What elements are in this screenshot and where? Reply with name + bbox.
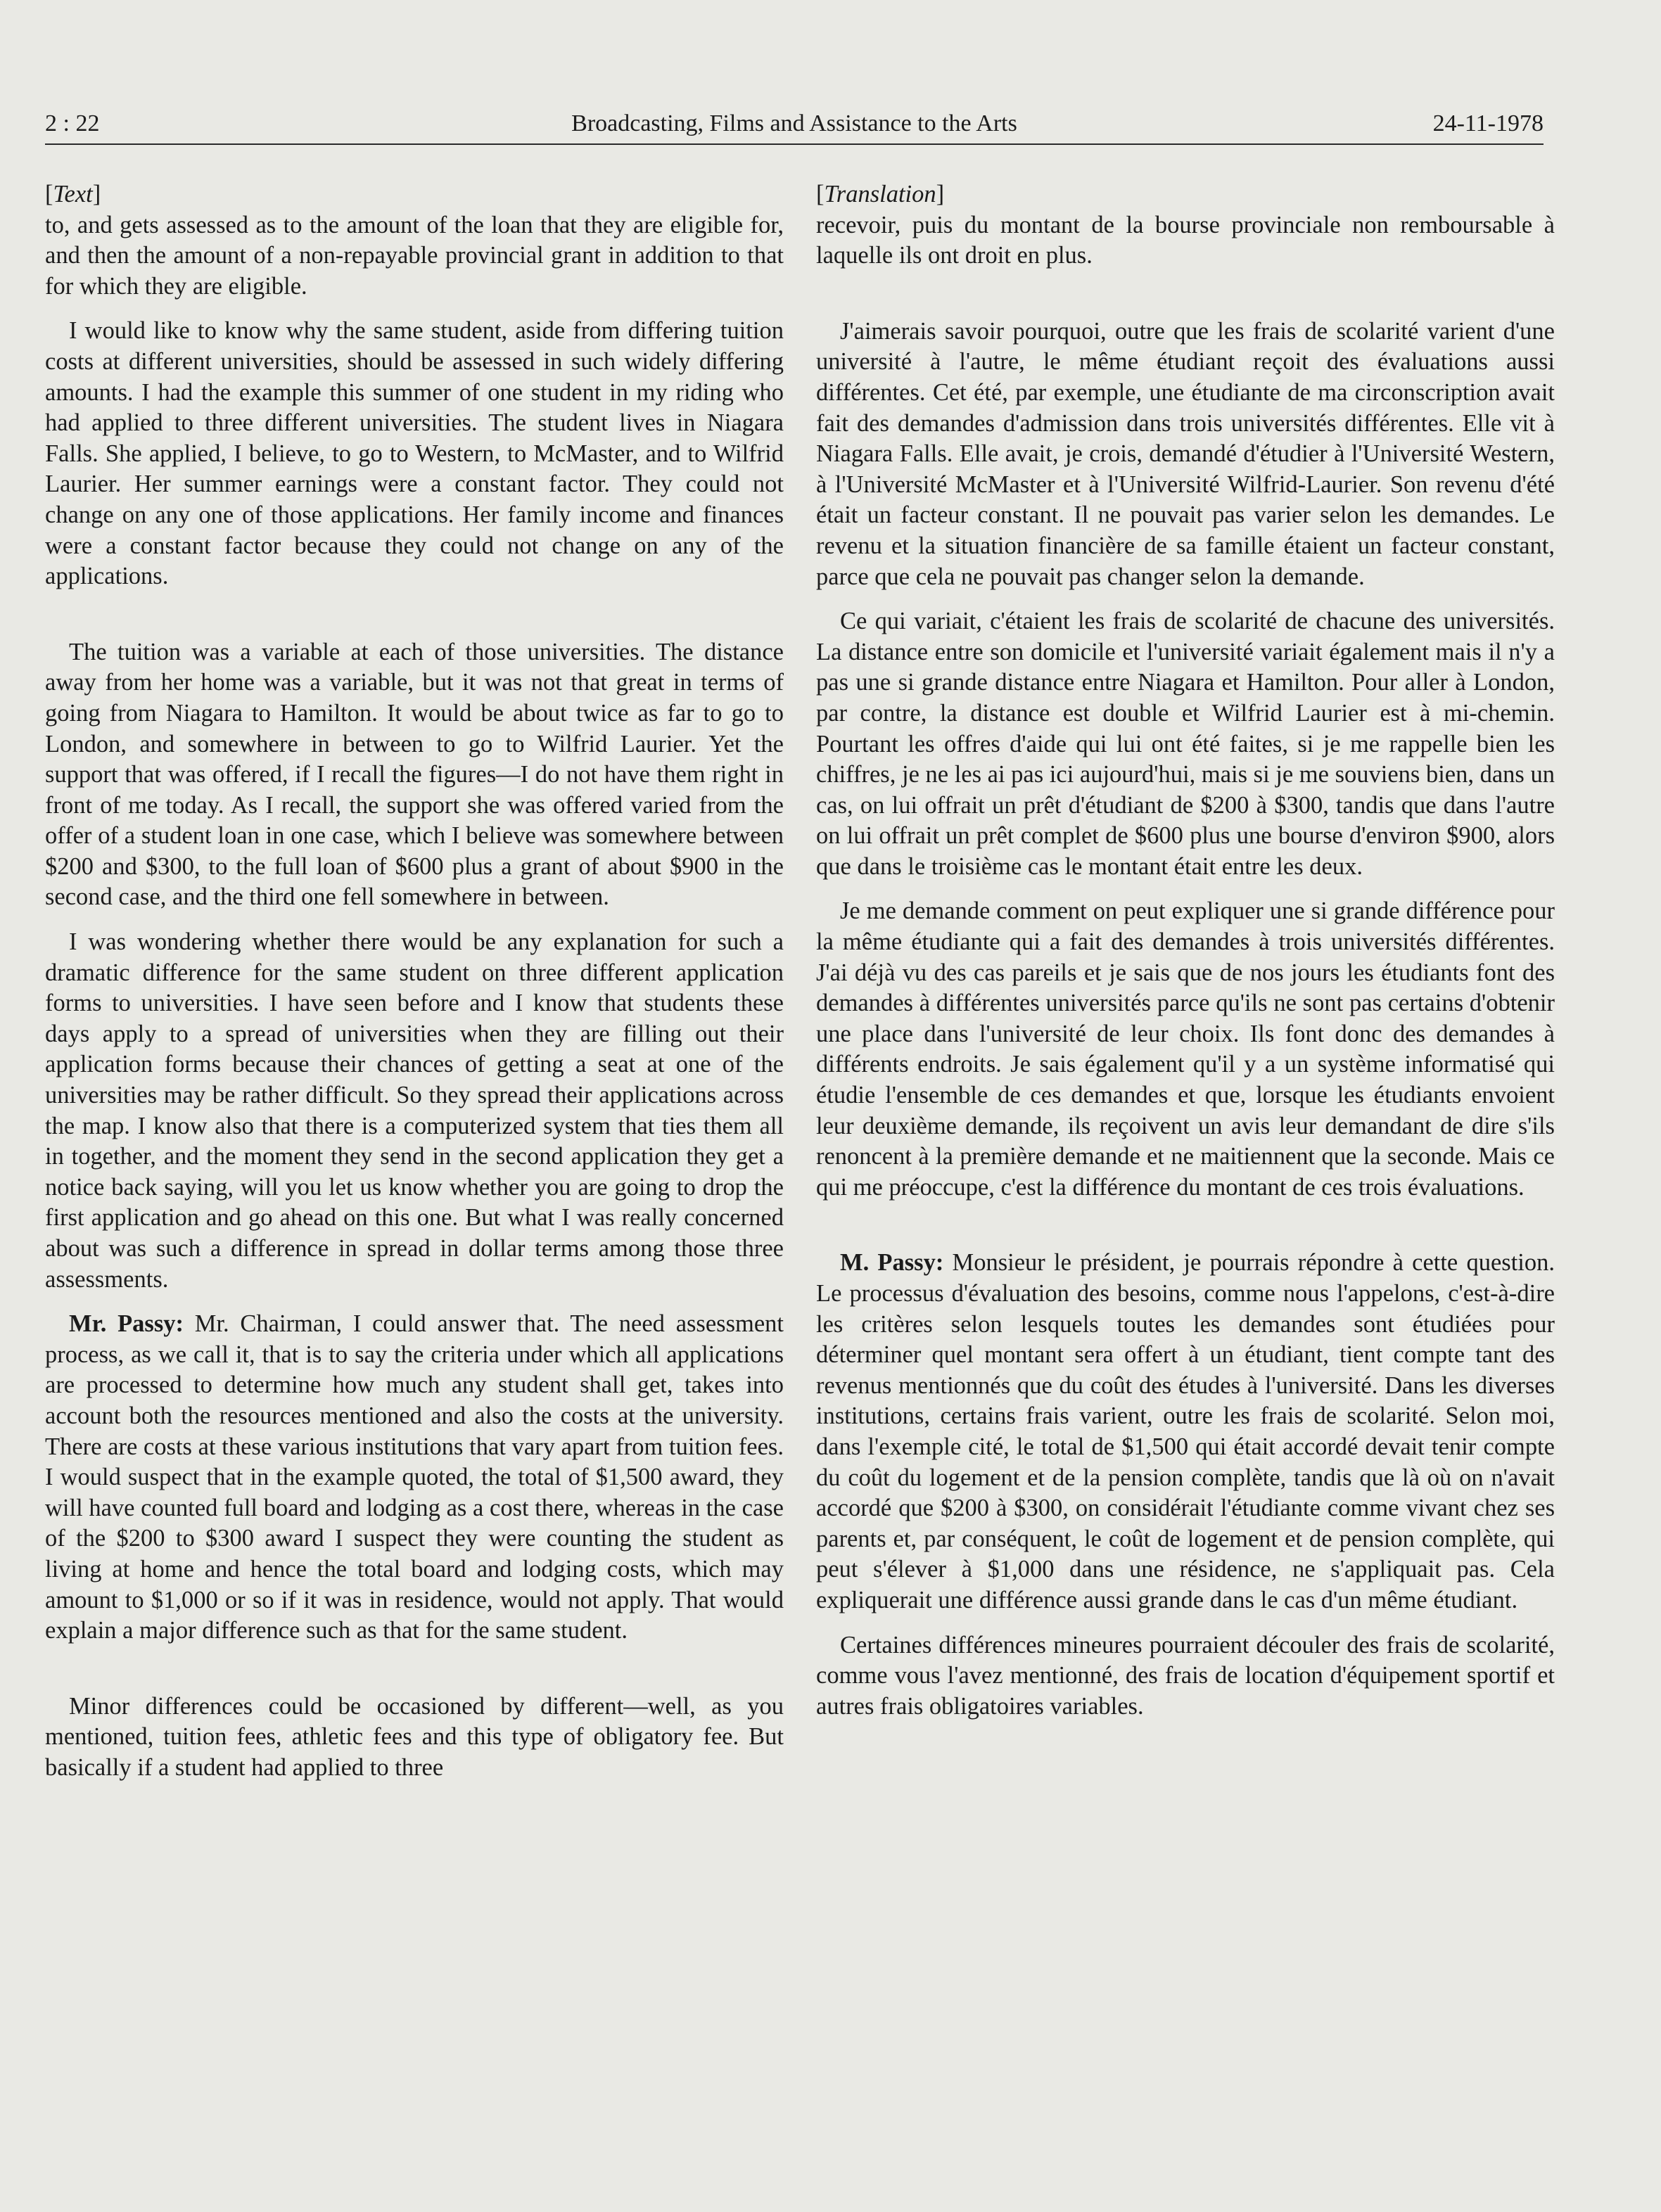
speaker-name: M. Passy: bbox=[840, 1249, 944, 1277]
label-text: Translation bbox=[824, 181, 936, 207]
french-column bbox=[816, 179, 1555, 1736]
paragraph bbox=[45, 1309, 784, 1647]
paragraph: Ce qui variait, c'étaient les frais de scolarité de chacune des universités. La distance entre son domicile et l'université variait également mais il n'y a pas une si grande distance entre Niagara et Hamilton. Pour aller à London, par contre, la distance est double et Wilfrid Laurier est à mi-chemin. Pourtant les offres d'aide qui lui ont été faites, si je me rappelle bien les chiffres, je ne les ai pas ici aujourd'hui, mais si je me souviens bien, dans un cas, on lui offrait un prêt d'étudiant de $200 à $300, tandis que dans l'autre on lui offrait un prêt complet de $600 plus une bourse d'environ $900, alors que dans le troisième cas le montant était entre les deux. bbox=[816, 608, 1555, 880]
label-close-bracket: ] bbox=[92, 181, 101, 207]
header-date: 24-11-1978 bbox=[1432, 110, 1544, 136]
paragraph: recevoir, puis du montant de la bourse provinciale non remboursable à laquelle ils ont droit en plus. bbox=[816, 211, 1555, 269]
paragraph: I would like to know why the same student, aside from differing tuition costs at different universities, should be assessed in such widely differing amounts. I had the example this summer of one student in my riding who had applied to three different universities. The student lives in Niagara Falls. She applied, I believe, to go to Western, to McMaster, and to Wilfrid Laurier. Her summer earnings were a constant factor. They could not change on any one of those applications. Her family income and finances were a constant factor because they could not change on any of the applications. bbox=[45, 317, 784, 590]
column-label bbox=[45, 179, 784, 210]
paragraph: Je me demande comment on peut expliquer une si grande différence pour la même étudiante qui a fait des demandes à trois universités différentes. J'ai déjà vu des cas pareils et je sais que de nos jours les étudiants font des demandes à différentes universités parce qu'ils ne sont pas certains d'obtenir une place dans l'université de leur choix. Ils font donc des demandes à différents endroits. Je sais également qu'il y a un système informatisé qui étudie l'ensemble de ces demandes et que, lorsque les étudiants envoient leur deuxième demande, ils reçoivent un avis leur demandant de dire s'ils renoncent à la première demande et ne maitiennent que la seconde. Mais ce qui me préoccupe, c'est la différence du montant de ces trois évaluations. bbox=[816, 897, 1555, 1201]
speech-text: Mr. Chairman, I could answer that. The need assessment process, as we call it, that is to say the criteria under which all applications are processed to determine how much any student shall get, takes into account both the resources mentioned and also the costs at the university. There are costs at these various institutions that vary apart from tuition fees. I would suspect that in the example quoted, the total of $1,500 award, they will have counted full board and lodging as a cost there, whereas in the case of the $200 to $300 award I suspect they were counting the student as living at home and hence the total board and lodging costs, which may amount to $1,000 or so if it was in residence, would not apply. That would explain a major difference such as that for the same student. bbox=[45, 1310, 784, 1644]
paragraph: to, and gets assessed as to the amount of the loan that they are eligible for, and then the amount of a non-repayable provincial grant in addition to that for which they are eligible. bbox=[45, 211, 784, 300]
paragraph: J'aimerais savoir pourquoi, outre que les frais de scolarité varient d'une université à l'autre, le même étudiant reçoit des évaluations aussi différentes. Cet été, par exemple, une étudiante de ma circonscription avait fait des demandes d'admission dans trois universités différentes. Elle vit à Niagara Falls. Elle avait, je crois, demandé d'étudier à l'Université Western, à l'Université McMaster et à l'Université Wilfrid-Laurier. Son revenu d'été était un facteur constant. Il ne pouvait pas varier selon les demandes. Le revenu et la situation financière de sa famille étaient un facteur constant, parce que cela ne pouvait pas changer selon la demande. bbox=[816, 317, 1555, 590]
paragraph: Minor differences could be occasioned by different—well, as you mentioned, tuition fees, athletic fees and this type of obligatory fee. But basically if a student had applied to three bbox=[45, 1692, 784, 1781]
label-close-bracket: ] bbox=[936, 181, 945, 207]
paragraph: I was wondering whether there would be any explanation for such a dramatic difference for the same student on three different application forms to universities. I have seen before and I know that students these days apply to a spread of universities when they are filling out their application forms because their chances of getting a seat at one of the universities may be rather difficult. So they spread their applications across the map. I know also that there is a computerized system that ties them all in together, and the moment they send in the second application they get a notice back saying, will you let us know whether you are going to drop the first application and go ahead on this one. But what I was really concerned about was such a difference in spread in dollar terms among those three assessments. bbox=[45, 928, 784, 1293]
speech-text: Monsieur le président, je pourrais répondre à cette question. Le processus d'évaluation des besoins, comme nous l'appelons, c'est-à-dire les critères selon lesquels toutes les demandes sont étudiées pour déterminer quel montant sera offert à un étudiant, tient compte tant des revenus mentionnés que du coût des études à l'université. Dans les diverses institutions, certains frais varient, outre les frais de scolarité. Selon moi, dans l'exemple cité, le total de $1,500 qui était accordé devait tenir compte du coût du logement et de la pension complète, tandis que là où on n'avait accordé que $200 à $300, on considérait l'étudiante comme vivant chez ses parents et, par conséquent, le coût de logement et de pension complète, qui peut s'élever à $1,000 dans une résidence, ne s'appliquait pas. Cela expliquerait une différence aussi grande dans le cas d'un même étudiant. bbox=[816, 1249, 1555, 1613]
label-open-bracket: [ bbox=[816, 181, 825, 207]
running-header bbox=[45, 104, 1544, 145]
english-column bbox=[45, 179, 784, 1798]
column-label bbox=[816, 179, 1555, 210]
label-open-bracket: [ bbox=[45, 181, 53, 207]
speaker-name: Mr. Passy: bbox=[69, 1310, 184, 1338]
publication-title: Broadcasting, Films and Assistance to the Arts bbox=[571, 110, 1017, 136]
label-text: Text bbox=[53, 181, 93, 207]
paragraph: The tuition was a variable at each of those universities. The distance away from her home was a variable, but it was not that great in terms of going from Niagara to Hamilton. It would be about twice as far to go to London, and somewhere in between to go to Wilfrid Laurier. Yet the support that was offered, if I recall the figures—I do not have them right in front of me today. As I recall, the support she was offered varied from the offer of a student loan in one case, which I believe was somewhere between $200 and $300, to the full loan of $600 plus a grant of about $900 in the second case, and the third one fell somewhere in between. bbox=[45, 638, 784, 911]
paragraph: Certaines différences mineures pourraient découler des frais de scolarité, comme vous l'avez mentionné, des frais de location d'équipement sportif et autres frais obligatoires variables. bbox=[816, 1631, 1555, 1720]
page-number: 2 : 22 bbox=[45, 110, 100, 136]
paragraph bbox=[816, 1248, 1555, 1616]
